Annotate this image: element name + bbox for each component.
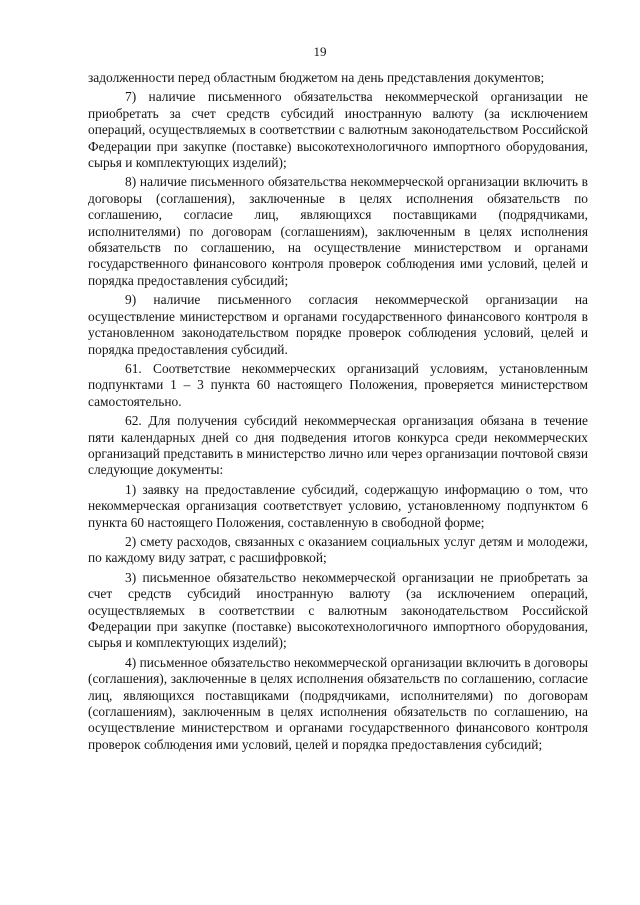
paragraph-clause-61: 61. Соответствие некоммерческих организаций условиям, установленным подпунктами 1 – 3 пункта 60 настоящего Положения, проверяется министерством самостоятельно.: [88, 360, 588, 409]
paragraph-continuation: задолженности перед областным бюджетом на день представления документов;: [88, 70, 545, 85]
paragraph-doc-3: 3) письменное обязательство некоммерческой организации не приобретать за счет средств субсидий иностранную валюту (за исключением операций, осуществляемых в соответствии с валютным законодательством Российской Федерации при закупке (поставке) высокотехнологичного импортного оборудования, сырья и комплектующих изделий);: [88, 569, 588, 651]
paragraph-clause-62: 62. Для получения субсидий некоммерческая организация обязана в течение пяти календарных дней со дня подведения итогов конкурса среди некоммерческих организаций представить в министерство лично или через организации почтовой связи следующие документы:: [88, 413, 588, 478]
document-body: [88, 70, 588, 756]
paragraph-item-8: 8) наличие письменного обязательства некоммерческой организации включить в договоры (соглашения), заключенные в целях исполнения обязательств по соглашению, согласие лиц, являющихся поставщиками (подрядчиками, исполнителями) по договорам (соглашениям), заключенным в целях исполнения обязательств по соглашению, на осуществление министерством и органами государственного финансового контроля проверок соблюдения ими условий, целей и порядка предоставления субсидий;: [88, 174, 588, 288]
paragraph-doc-4: 4) письменное обязательство некоммерческой организации включить в договоры (соглашения), заключенные в целях исполнения обязательств по соглашению, согласие лиц, являющихся поставщиками (подрядчиками, исполнителями) по договорам (соглашениям), заключенным в целях исполнения обязательств по соглашению, на осуществление министерством и органами государственного финансового контроля проверок соблюдения ими условий, целей и порядка предоставления субсидий;: [88, 654, 588, 752]
paragraph-doc-2: 2) смету расходов, связанных с оказанием социальных услуг детям и молодежи, по каждому виду затрат, с расшифровкой;: [88, 533, 588, 566]
paragraph-doc-1: 1) заявку на предоставление субсидий, содержащую информацию о том, что некоммерческая организация соответствует условию, установленному подпунктом 6 пункта 60 настоящего Положения, составленную в свободной форме;: [88, 481, 588, 530]
page-number: 19: [313, 44, 327, 59]
paragraph-item-9: 9) наличие письменного согласия некоммерческой организации на осуществление министерством и органами государственного финансового контроля в установленном законодательством порядке проверок соблюдения условий, целей и порядка предоставления субсидий.: [88, 292, 588, 357]
paragraph-item-7: 7) наличие письменного обязательства некоммерческой организации не приобретать за счет средств субсидий иностранную валюту (за исключением операций, осуществляемых в соответствии с валютным законодательством Российской Федерации при закупке (поставке) высокотехнологичного импортного оборудования, сырья и комплектующих изделий);: [88, 89, 588, 171]
